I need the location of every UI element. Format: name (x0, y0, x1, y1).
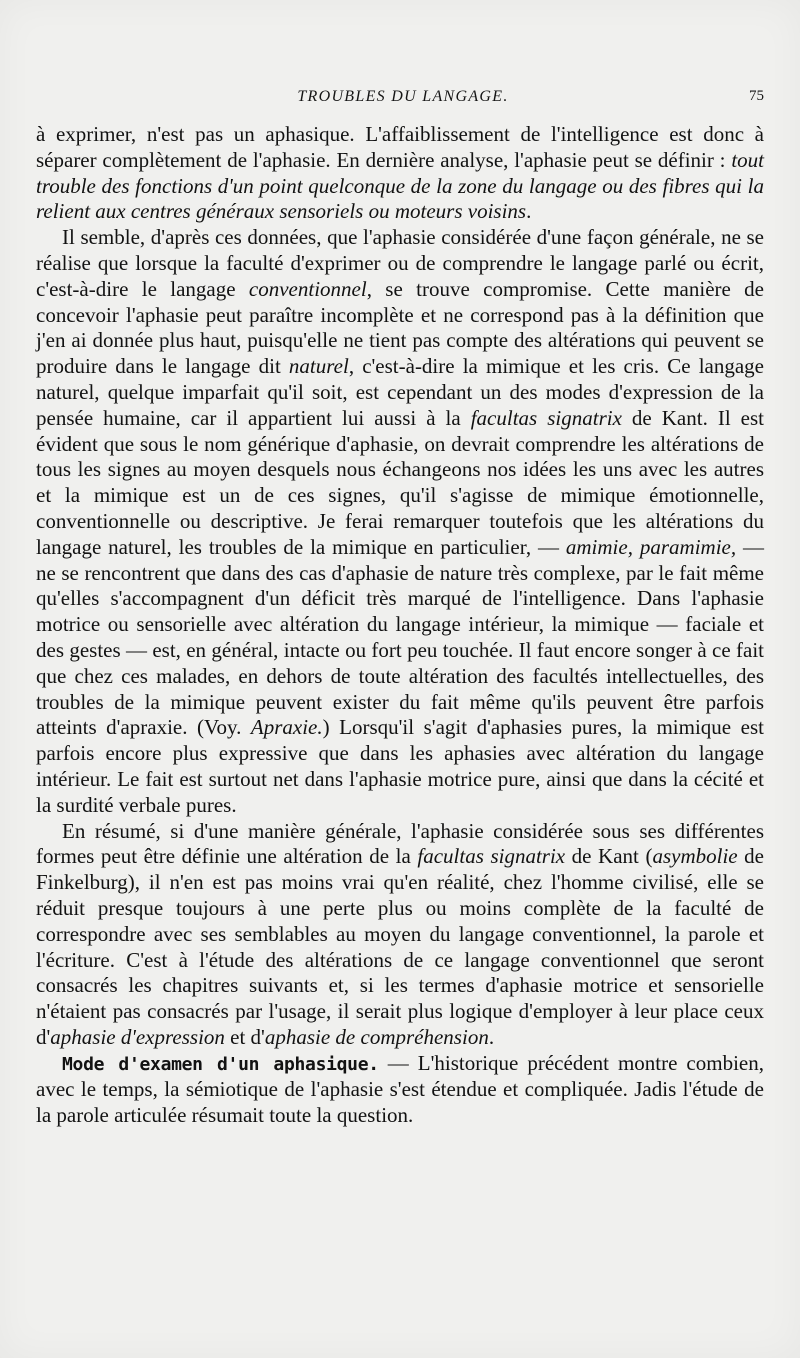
body-text (36, 122, 764, 1129)
text-run: à exprimer, n'est pas un aphasique. L'affaiblissement de l'intelligence est donc à séparer complètement de l'aphasie. En dernière analyse, l'aphasie peut se définir : (36, 122, 764, 172)
text-run: de Kant ( (565, 844, 653, 869)
text-run: — ne se rencontrent que dans des cas d'aphasie de nature très complexe, par le fait même qu'elles s'accompagnent d'un déficit très marqué de l'intelligence. Dans l'aphasie motrice ou sensorielle avec altération du langage intérieur, la mimique — faciale et des gestes — est, en général, intacte ou fort peu touchée. Il faut encore songer à ce fait que chez ces malades, en dehors de toute altération des facultés intellectuelles, des troubles de la mimique peuvent exister du fait même qu'ils peuvent être parfois atteints d'apraxie. (Voy. (36, 534, 764, 740)
running-head: TROUBLES DU LANGAGE. (297, 88, 509, 105)
italic-term: asymbolie (652, 844, 738, 869)
italic-cross-reference: Apraxie. (250, 715, 323, 740)
text-run: . (526, 199, 532, 224)
italic-term: aphasie d'expression (50, 1024, 225, 1049)
paragraph-definition (36, 122, 764, 225)
text-run: de Kant. Il est évident que sous le nom générique d'aphasie, on devrait comprendre les altérations de tous les signes au moyen desquels nous échangeons nos idées les uns avec les autres et la mimique est un de ces signes, qu'il s'agisse de mimique émotionnelle, conventionnelle ou descriptive. Je ferai remarquer toutefois que les altérations du langage naturel, les troubles de la mimique en particulier, — (36, 405, 765, 559)
paragraph-examination (36, 1051, 764, 1129)
text-run: En résumé, si d'une manière générale, l'aphasie considérée sous ses différentes formes peut être définie une altération de la (36, 818, 764, 869)
text-run: ) Lorsqu'il s'agit d'aphasies pures, la mimique est parfois encore plus expressive que dans les aphasies avec altération du langage intérieur. Le fait est surtout net dans l'aphasie motrice pure, ainsi que dans la cécité et la surdité verbale pures. (36, 715, 764, 817)
text-run: , c'est-à-dire la mimique et les cris. Ce langage naturel, quelque imparfait qu'il soit, est cependant un des modes d'expression de la pensée humaine, car il appartient lui aussi à la (36, 354, 764, 430)
paragraph-summary (36, 819, 764, 1051)
text-run: et d' (224, 1024, 265, 1049)
italic-term: naturel (288, 354, 349, 379)
italic-term: amimie, paramimie, (565, 534, 737, 559)
text-run: . (488, 1024, 495, 1049)
text-run: Il semble, d'après ces données, que l'aphasie considérée d'une façon générale, ne se réalise que lorsque la faculté d'exprimer ou de comprendre le langage parlé ou écrit, c'est-à-dire le langage (36, 225, 764, 301)
page-header (36, 88, 764, 112)
paragraph-natural-language (36, 225, 764, 818)
text-run: — L'historique précédent montre combien, avec le temps, la sémiotique de l'aphasie s'est étendue et compliquée. Jadis l'étude de la parole articulée résumait toute la question. (36, 1050, 764, 1128)
page-number: 75 (749, 88, 764, 104)
italic-term: facultas signatrix (470, 405, 622, 430)
section-heading: Mode d'examen d'un aphasique. (62, 1053, 379, 1075)
italic-term: conventionnel (248, 276, 367, 301)
italic-term: aphasie de compréhension (264, 1024, 489, 1049)
italic-definition: tout trouble des fonctions d'un point quelconque de la zone du langage ou des fibres qui la relient aux centres généraux sensoriels ou moteurs voisins (36, 147, 764, 224)
italic-term: facultas signatrix (417, 844, 566, 869)
text-run: , se trouve compromise. Cette manière de concevoir l'aphasie peut paraître incomplète et ne correspond pas à la définition que j'en ai donnée plus haut, puisqu'elle ne tient pas compte des altérations qui peuvent se produire dans le langage dit (36, 276, 764, 379)
text-run: de Finkelburg), il n'en est pas moins vrai qu'en réalité, chez l'homme civilisé, elle se réduit presque toujours à une perte plus ou moins complète de la faculté de correspondre avec ses semblables au moyen du langage conventionnel, la parole et l'écriture. C'est à l'étude des altérations de ce langage conventionnel que seront consacrés les chapitres suivants et, si les termes d'aphasie motrice et sensorielle n'étaient pas consacrés par l'usage, il serait plus logique d'employer à leur place ceux d' (36, 844, 764, 1049)
